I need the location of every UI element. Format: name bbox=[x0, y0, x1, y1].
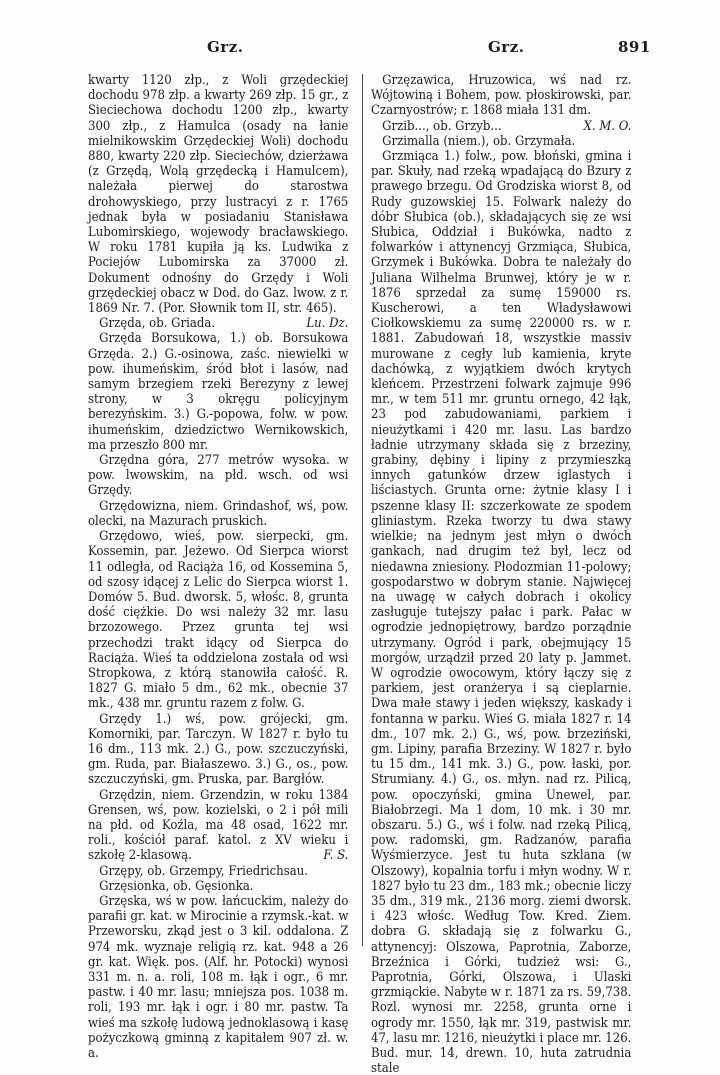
entry-text: Grzępy, ob. Grzempy, Friedrichsau. bbox=[99, 862, 308, 878]
dictionary-entry bbox=[88, 498, 348, 528]
dictionary-entry bbox=[88, 863, 348, 878]
entry-text: Grzędowo, wieś, pow. sierpecki, gm. Kossemin, par. Jeżewo. Od Sierpca wiorst 11 odległa, od Raciąża 16, od Kossemina 5, od szosy idącej z Lelic do Sierpca wiorst 1. Domów 5. Bud. dworsk. 5, włośc. 8, grunta dość ciężkie. Do wsi należy 32 mr. lasu brzozowego. Przez grunta tej wsi przechodzi trakt idący od Sierpca do Raciąża. Wieś ta oddzielona została od wsi Stropkowa, z którą stanowiła całość. R. 1827 G. miało 5 dm., 62 mk., obecnie 37 mk., 438 mr. gruntu razem z folw. G. bbox=[88, 528, 349, 711]
right-column bbox=[371, 72, 631, 1075]
entry-text: Grzędzin, niem. Grzendzin, w roku 1384 Grensen, wś, pow. kozielski, o 2 i pół mili na płd. od Koźla, ma 48 osad, 1622 mr. roli., kościół paraf. katol. z XV wieku i szkołę 2-klasową. bbox=[88, 786, 349, 863]
column-divider bbox=[362, 74, 363, 946]
entry-text: Grzmiąca 1.) folw., pow. błoński, gmina i par. Skuły, nad rzeką wpadającą do Bzury z prawego brzegu. Od Grodziska wiorst 8, od Rudy guzowskiej 15. Folwark należy do dóbr Słubica (ob.), składających się ze wsi Słubica, Oddział i Bukówka, nadto z folwarków i attynencyj Grzmiąca, Słubica, Grzymek i Bukówka. Dobra te należały do Juliana Wilhelma Brunwej, który je w r. 1876 sprzedał za sumę 159000 rs. Kuscherowi, a ten Władysławowi Ciołkowskiemu za sumę 220000 rs. w r. 1881. Zabudowań 18, wszystkie massiv murowane z cegły lub kamienia, kryte dachówką, z wyjątkiem dwóch krytych kleńcem. Przestrzeni folwark zajmuje 996 mr., w tem 511 mr. gruntu ornego, 42 łąk, 23 pod zabudowaniami, parkiem i nieużytkami i 420 mr. lasu. Las bardzo ładnie utrzymany składa się z brzeziny, grabiny, dębiny i lipiny z przymieszką innych gatunków drzew iglastych i liściastych. Grunta orne: żytnie klasy I i pszenne klasy II: szczerkowate ze spodem gliniastym. Rzeka tworzy tu dwa stawy wielkie; na jednym jest młyn o dwóch gankach, nad drugim też był, lecz od niedawna zniesiony. Płodozmian 11-polowy; gospodarstwo w dobrym stanie. Najwięcej na uwagę w całych dobrach i okolicy zasługuje tutejszy pałac i park. Pałac w ogrodzie jednopiętrowy, bardzo porządnie utrzymany. Ogród i park, obejmujący 15 morgów, urządził przed 20 laty p. Jammet. W ogrodzie owocowym, który łączy się z parkiem, jest oranżerya i są cieplarnie. Dwa małe stawy i jeden większy, kaskady i fontanna w parku. Wieś G. miała 1827 r. 14 dm., 107 mk. 2.) G., wś, pow. brzeziński, gm. Lipiny, parafia Brzeziny. W 1827 r. było tu 15 dm., 141 mk. 3.) G., pow. łaski, por. Strumiany. 4.) G., os. młyn. nad rz. Pilicą, pow. opoczyński, gmina Unewel, par. Białobrzegi. Ma 1 dom, 10 mk. i 30 mr. obszaru. 5.) G., wś i folw. nad rzeką Pilicą, pow. radomski, gm. Radzanów, parafia Wyśmierzyce. Jest tu huta szklana (w Olszowy), kopalnia torfu i młyn wodny. W r. 1827 było tu 23 dm., 183 mk.; obecnie liczy 35 dm., 319 mk., 2136 morg. ziemi dworsk. i 423 włośc. Według Tow. Kred. Ziem. dobra G. składają się z folwarku G., attynencyj: Olszowa, Paprotnia, Zaborze, Brzeźnica i Górki, tudzież wsi: G., Paprotnia, Górki, Olszowa, i Ulaski grzmiąckie. Nabyte w r. 1871 za rs. 59,738. Rozl. wynosi mr. 2258, grunta orne i ogrody mr. 1550, łąk mr. 319, pastwisk mr. 47, lasu mr. 1216, nieużytki i place mr. 126. Bud. mur. 14, drewn. 10, huta zatrudnia stale bbox=[371, 148, 632, 1075]
dictionary-entry bbox=[371, 133, 631, 148]
dictionary-entry bbox=[88, 878, 348, 893]
entry-text: Grzimalla (niem.), ob. Grzymała. bbox=[382, 132, 576, 148]
dictionary-entry bbox=[88, 452, 348, 498]
author-signature: X. M. O. bbox=[583, 117, 632, 133]
dictionary-entry bbox=[88, 711, 348, 787]
page-number: 891 bbox=[618, 38, 651, 56]
entry-text: Grzędy 1.) wś, pow. grójecki, gm. Komorniki, par. Tarczyn. W 1827 r. było tu 16 dm., 113 mk. 2.) G., pow. szczuczyński, gm. Ruda, par. Białaszewo. 3.) G., os., pow. szczuczyński, gm. Pruska, par. Bargłów. bbox=[88, 710, 349, 787]
entry-text: Grzęska, wś w pow. łańcuckim, należy do parafii gr. kat. w Mirocinie a rzymsk.-kat. w Przeworsku, zkąd jest o 3 kil. oddalona. Z 974 mk. wyznaje religią rz. kat. 948 a 26 gr. kat. Więk. pos. (Alf. hr. Potocki) wynosi 331 m. n. a. roli, 108 m. łąk i ogr., 6 mr. pastw. i 40 mr. lasu; mniejsza pos. 1038 m. roli, 193 mr. łąk i ogr. i 80 mr. pastw. Ta wieś ma szkołę ludową jednoklasową i kasę pożyczkową gminną z kapitałem 907 zł. w. a. bbox=[88, 892, 349, 1060]
entry-text: Grzęda Borsukowa, 1.) ob. Borsukowa Grzęda. 2.) G.-osinowa, zaśc. niewielki w pow. ihumeńskim, śród błot i lasów, nad samym brzegiem rzeki Berezyny z lewej strony, w 3 okręgu policyjnym berezyńskim. 3.) G.-popowa, folw. w pow. ihumeńskim, dziedzictwo Wernikowskich, ma przeszło 800 mr. bbox=[88, 330, 349, 452]
entry-text: Grzęda, ob. Griada. bbox=[99, 315, 216, 331]
dictionary-entry bbox=[88, 787, 348, 863]
entry-text: Grzędowizna, niem. Grindashof, wś, pow. olecki, na Mazurach pruskich. bbox=[88, 497, 349, 528]
left-column bbox=[88, 72, 348, 1060]
dictionary-entry bbox=[88, 893, 348, 1060]
entry-text: Grzędna góra, 277 metrów wysoka. w pow. lwowskim, na płd. wsch. od wsi Grzędy. bbox=[88, 452, 349, 498]
author-signature: Lu. Dz. bbox=[306, 315, 349, 331]
entry-text: Grzib..., ob. Grzyb... bbox=[382, 117, 502, 133]
running-head-left: Grz. bbox=[207, 38, 244, 56]
entry-text: kwarty 1120 złp., z Woli grzędeckiej dochodu 978 złp. a kwarty 269 złp. 15 gr., z Sieciechowa dochodu 1200 złp., kwarty 300 złp., z Hamulca (osady na łanie mielnikowskim Grzędeckiej Woli) dochodu 880, kwarty 220 złp. Sieciechów, dzierżawa (z Grzędą, Wolą grzędecką i Hamulcem), należała pierwej do starostwa drohowyskiego, przy lustracyi z r. 1765 jednak była w posiadaniu Stanisława Lubomirskiego, wojewody bracławskiego. W roku 1781 kupiła ją ks. Ludwika z Pociejów Lubomirska za 37000 zł. Dokument odnośny do Grzędy i Woli grzędeckiej obacz w Dod. do Gaz. lwow. z r. 1869 Nr. 7. (Por. Słownik tom II, str. 465). bbox=[88, 72, 349, 316]
author-signature: F. S. bbox=[323, 847, 349, 863]
entry-text: Grzęzawica, Hruzowica, wś nad rz. Wójtowiną i Bohem, pow. płoskirowski, par. Czarnyostrów; r. 1868 miała 131 dm. bbox=[371, 72, 632, 118]
dictionary-entry bbox=[88, 330, 348, 452]
entry-text: Grzęsionka, ob. Gęsionka. bbox=[99, 877, 254, 893]
running-head-right: Grz. bbox=[488, 38, 525, 56]
dictionary-entry bbox=[371, 148, 631, 1075]
dictionary-entry bbox=[88, 528, 348, 710]
